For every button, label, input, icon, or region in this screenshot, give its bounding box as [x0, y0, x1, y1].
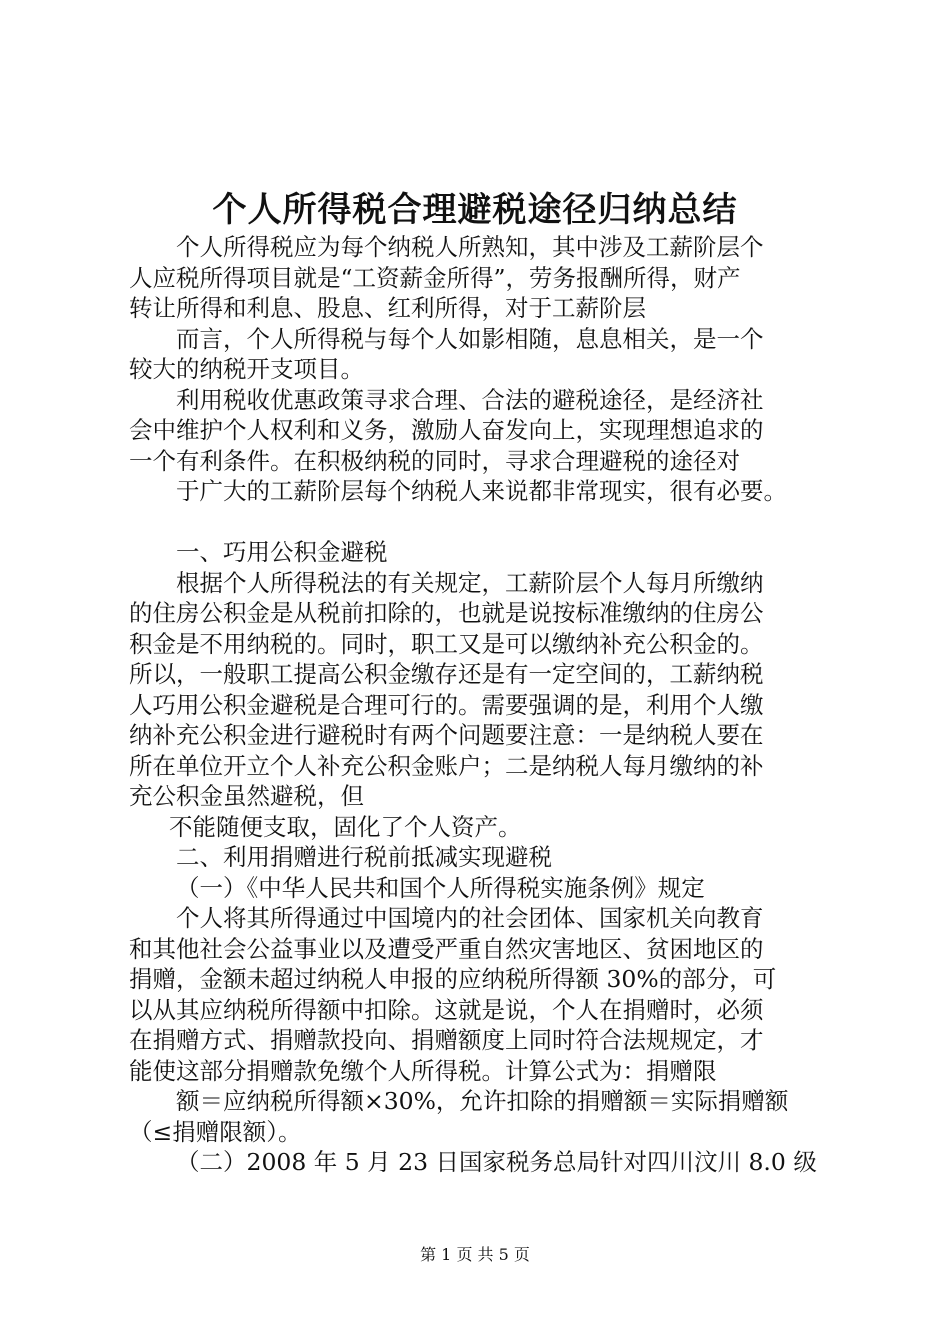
section-heading-2: 二、利用捐赠进行税前抵减实现避税 — [176, 843, 552, 871]
text-line: 能使这部分捐赠款免缴个人所得税。计算公式为：捐赠限 — [129, 1056, 717, 1085]
text-line: 人应税所得项目就是“工资薪金所得”，劳务报酬所得，财产 — [129, 263, 741, 292]
text-line: 捐赠，金额未超过纳税人申报的应纳税所得额 30%的部分，可 — [129, 965, 777, 993]
text-line: 所在单位开立个人补充公积金账户；二是纳税人每月缴纳的补 — [129, 751, 764, 780]
text-line: 在捐赠方式、捐赠款投向、捐赠额度上同时符合法规规定，才 — [129, 1026, 764, 1054]
text-line: 和其他社会公益事业以及遭受严重自然灾害地区、贫困地区的 — [129, 934, 764, 963]
section-heading-1: 一、巧用公积金避税 — [176, 538, 388, 566]
text-line: 于广大的工薪阶层每个纳税人来说都非常现实，很有必要。 — [176, 477, 787, 505]
text-line: 所以，一般职工提高公积金缴存还是有一定空间的，工薪纳税 — [129, 660, 764, 688]
text-line: 不能随便支取，固化了个人资产。 — [169, 812, 522, 841]
text-line: 根据个人所得税法的有关规定，工薪阶层个人每月所缴纳 — [176, 568, 764, 597]
text-line: 以从其应纳税所得额中扣除。这就是说，个人在捐赠时，必须 — [129, 995, 764, 1024]
text-line: 较大的纳税开支项目。 — [129, 355, 364, 383]
paragraph-gap — [129, 507, 839, 538]
text-line: 个人将其所得通过中国境内的社会团体、国家机关向教育 — [176, 904, 764, 932]
text-line: 的住房公积金是从税前扣除的，也就是说按标准缴纳的住房公 — [129, 599, 764, 627]
text-line: 会中维护个人权利和义务，激励人奋发向上，实现理想追求的 — [129, 416, 764, 444]
text-line: 个人所得税应为每个纳税人所熟知，其中涉及工薪阶层个 — [176, 233, 764, 261]
subsection-heading-2: （二）2008 年 5 月 23 日国家税务总局针对四川汶川 8.0 级 — [176, 1148, 817, 1176]
page-footer: 第 1 页 共 5 页 — [420, 1245, 530, 1264]
text-line: 纳补充公积金进行避税时有两个问题要注意：一是纳税人要在 — [129, 721, 764, 749]
text-line: 人巧用公积金避税是合理可行的。需要强调的是，利用个人缴 — [129, 690, 764, 719]
document-title: 个人所得税合理避税途径归纳总结 — [212, 190, 738, 230]
text-line: 而言，个人所得税与每个人如影相随，息息相关，是一个 — [176, 324, 764, 353]
text-line: 转让所得和利息、股息、红利所得，对于工薪阶层 — [129, 294, 646, 322]
text-line: 利用税收优惠政策寻求合理、合法的避税途径，是经济社 — [176, 385, 764, 414]
text-line: 额＝应纳税所得额×30%，允许扣除的捐赠额＝实际捐赠额 — [176, 1087, 789, 1115]
subsection-heading-1: （一）《中华人民共和国个人所得税实施条例》规定 — [176, 873, 705, 902]
text-line: （≤捐赠限额）。 — [129, 1117, 302, 1146]
document-body — [129, 232, 839, 1178]
text-line: 一个有利条件。在积极纳税的同时，寻求合理避税的途径对 — [129, 446, 740, 475]
text-line: 充公积金虽然避税，但 — [129, 782, 364, 810]
text-line: 积金是不用纳税的。同时，职工又是可以缴纳补充公积金的。 — [129, 629, 764, 658]
